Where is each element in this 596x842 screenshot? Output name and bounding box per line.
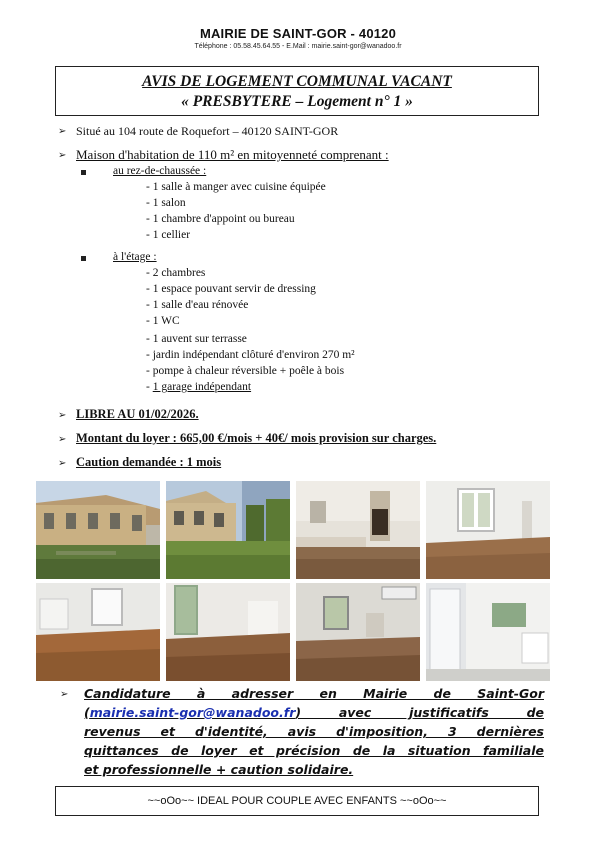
rent-line <box>76 431 436 446</box>
photo-bathroom <box>296 583 420 681</box>
photo-room-window <box>426 481 550 579</box>
free-date: LIBRE AU 01/02/2026. <box>76 407 199 421</box>
arrow-bullet-icon: ➢ <box>58 410 67 421</box>
photo-bathroom-sink <box>426 583 550 681</box>
ground-floor-label: au rez-de-chaussée : <box>113 165 207 177</box>
candidature-line-rest: ) avec justificatifs de <box>295 705 544 720</box>
arrow-bullet-icon: ➢ <box>58 434 67 445</box>
ground-floor-item: - 1 salon <box>146 197 186 209</box>
upper-floor-item: - pompe à chaleur réversible + poêle à bois <box>146 365 345 377</box>
email-link[interactable]: mairie.saint-gor@wanadoo.fr <box>89 705 296 720</box>
arrow-bullet-icon: ➢ <box>58 458 67 469</box>
upper-floor-item: - 1 salle d'eau rénovée <box>146 299 249 311</box>
photo-room-parquet <box>36 583 160 681</box>
square-bullet-icon <box>81 170 86 175</box>
arrow-bullet-icon: ➢ <box>58 150 67 161</box>
ground-floor-item: - 1 cellier <box>146 229 191 241</box>
square-bullet-icon <box>81 256 86 261</box>
garage-label: 1 garage indépendant <box>152 381 252 393</box>
candidature-line: et professionnelle + caution solidaire. <box>84 762 354 777</box>
upper-floor-label: à l'étage : <box>113 251 157 263</box>
garage-prefix: - <box>146 381 153 393</box>
arrow-bullet-icon: ➢ <box>60 689 69 700</box>
upper-floor-item: - 1 auvent sur terrasse <box>146 333 247 345</box>
footer-tagline: ~~oOo~~ IDEAL POUR COUPLE AVEC ENFANTS ~~oOo~~ <box>147 795 447 807</box>
candidature-line <box>84 703 544 722</box>
candidature-line: revenus et d'identité, avis d'imposition, 3 dernières <box>84 724 544 739</box>
mairie-contact: Téléphone : 05.58.45.64.55 - E.Mail : mairie.saint-gor@wanadoo.fr <box>194 43 402 50</box>
garage-item <box>146 381 251 393</box>
arrow-bullet-icon: ➢ <box>58 126 67 137</box>
upper-floor-item: - 2 chambres <box>146 267 206 279</box>
photo-kitchen <box>296 481 420 579</box>
location-line: Situé au 104 route de Roquefort – 40120 SAINT-GOR <box>76 124 339 138</box>
notice-subtitle: « PRESBYTERE – Logement n° 1 » <box>181 93 413 110</box>
upper-floor-item: - jardin indépendant clôturé d'environ 270 m² <box>146 349 355 361</box>
photo-exterior-side <box>166 481 290 579</box>
rent-value: : 665,00 €/mois + 40€/ mois provision sur charges. <box>169 431 437 445</box>
paren-open: ( <box>84 705 90 720</box>
mairie-title: MAIRIE DE SAINT-GOR - 40120 <box>199 26 397 41</box>
upper-floor-item: - 1 espace pouvant servir de dressing <box>146 283 316 295</box>
house-description: Maison d'habitation de 110 m² en mitoyenneté comprenant : <box>76 147 389 162</box>
ground-floor-item: - 1 chambre d'appoint ou bureau <box>146 213 295 225</box>
candidature-line: Candidature à adresser en Mairie de Saint-Gor <box>84 686 544 701</box>
rent-label: Montant du loyer <box>76 431 170 445</box>
candidature-line: quittances de loyer et précision de la situation familiale <box>84 743 544 758</box>
photo-exterior-front <box>36 481 160 579</box>
photo-room-bright <box>166 583 290 681</box>
candidature-paragraph <box>84 684 544 779</box>
notice-title: AVIS DE LOGEMENT COMMUNAL VACANT <box>142 73 452 90</box>
deposit-line: Caution demandée : 1 mois <box>76 455 222 469</box>
ground-floor-item: - 1 salle à manger avec cuisine équipée <box>146 181 326 193</box>
upper-floor-item: - 1 WC <box>146 315 180 327</box>
